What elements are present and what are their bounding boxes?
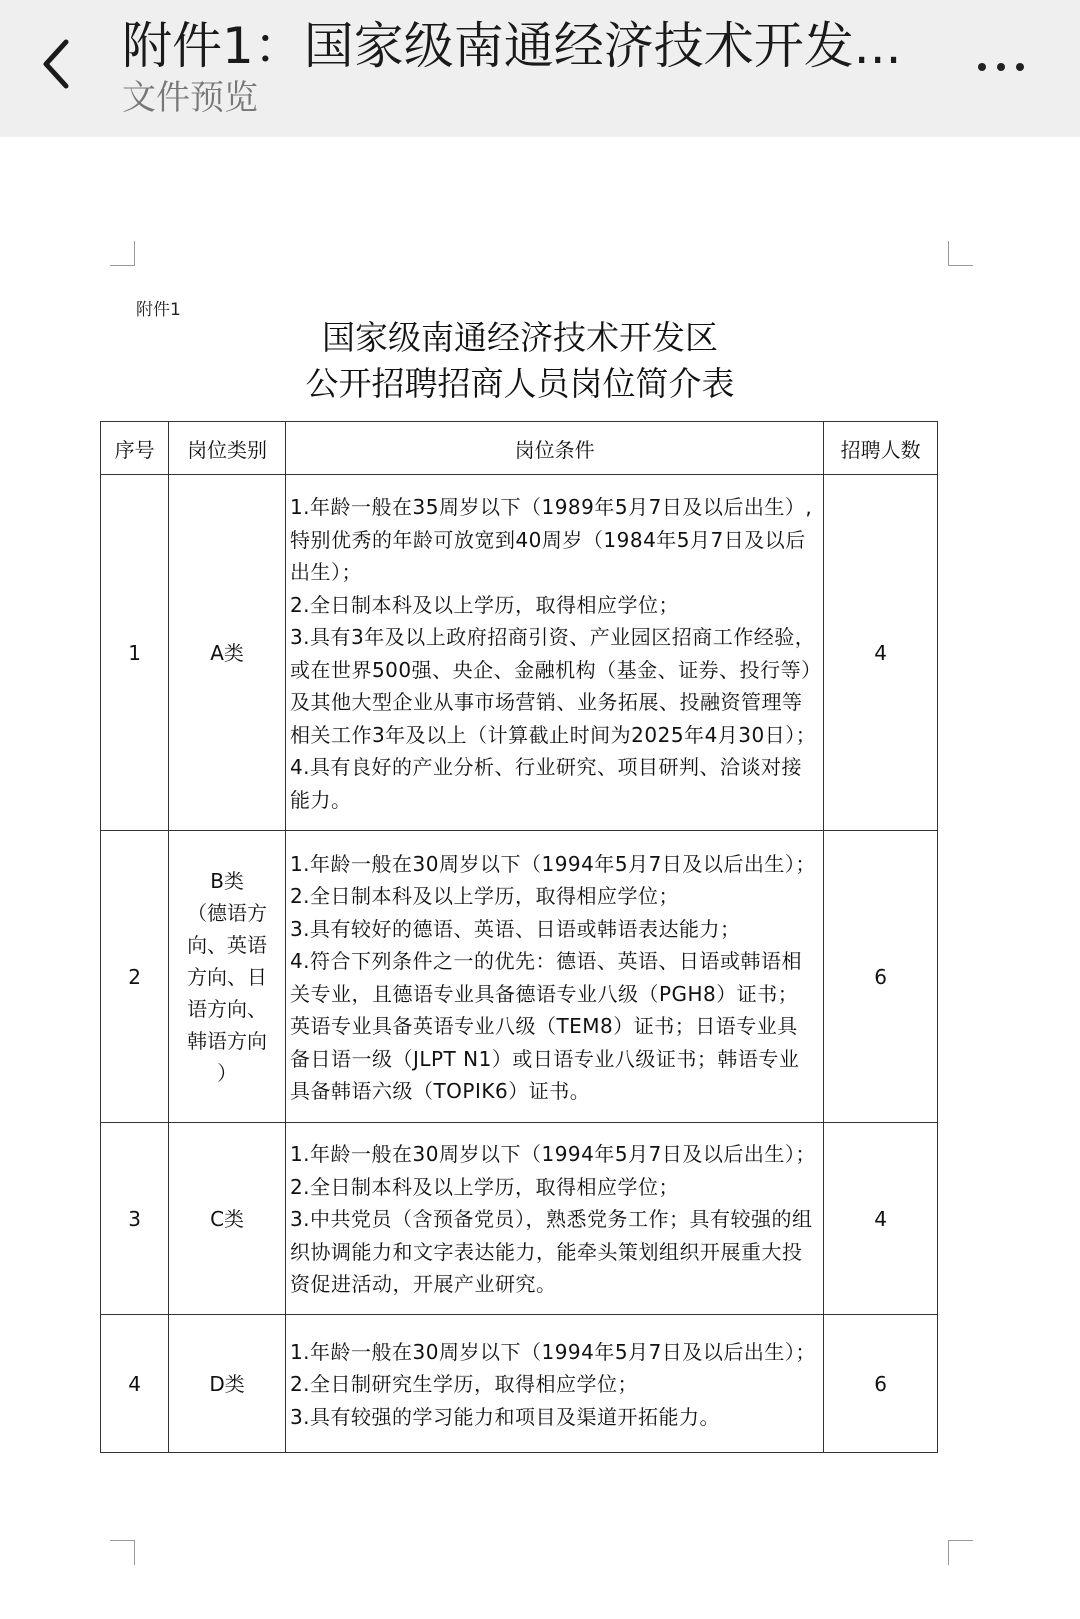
row-index: 3 <box>101 1123 169 1315</box>
doc-heading <box>100 315 940 407</box>
top-app-bar <box>0 0 1080 137</box>
row-category-text: D类 <box>209 1371 245 1396</box>
doc-heading-line-2: 公开招聘招商人员岗位简介表 <box>305 364 735 403</box>
positions-table <box>100 421 938 1453</box>
row-conditions <box>285 1315 823 1453</box>
row-count: 6 <box>824 1315 938 1453</box>
table-row <box>101 831 938 1123</box>
row-category <box>169 831 286 1123</box>
row-category <box>169 1315 286 1453</box>
row-index: 2 <box>101 831 169 1123</box>
crop-mark-bottom-left <box>110 1540 135 1565</box>
row-index: 4 <box>101 1315 169 1453</box>
more-horizontal-icon <box>978 63 986 71</box>
row-conditions <box>285 1123 823 1315</box>
row-conditions-text: 1.年龄一般在30周岁以下（1994年5月7日及以后出生）； 2.全日制研究生学历，取得相应学位； 3.具有较强的学习能力和项目及渠道开拓能力。 <box>289 1339 816 1429</box>
back-button[interactable] <box>28 30 88 100</box>
attachment-label: 附件1 <box>136 300 181 320</box>
row-conditions <box>285 475 823 831</box>
col-header-category: 岗位类别 <box>169 422 286 475</box>
table-row <box>101 1315 938 1453</box>
col-header-index: 序号 <box>101 422 169 475</box>
document-subtitle: 文件预览 <box>122 78 258 118</box>
table-header-row <box>101 422 938 475</box>
crop-mark-bottom-right <box>948 1540 973 1565</box>
table-row <box>101 475 938 831</box>
row-category-text: A类 <box>210 640 244 665</box>
row-conditions-text: 1.年龄一般在30周岁以下（1994年5月7日及以后出生）； 2.全日制本科及以上学历，取得相应学位； 3.具有较好的德语、英语、日语或韩语表达能力； 4.符合下列条件之一的优先：德语、英语、日语或韩语相关专业，且德语专业具备德语专业八级（PGH8）证书；英语专业具备英语专业八级（TEM8）证书；日语专业具备日语一级（JLPT N1）或日语专业八级证书；韩语专业具备韩语六级（TOPIK6）证书。 <box>289 851 816 1103</box>
row-category-text: B类 （德语方 向、英语 方向、日 语方向、 韩语方向 ） <box>187 868 268 1085</box>
col-header-count: 招聘人数 <box>824 422 938 475</box>
more-options-button[interactable] <box>960 45 1030 89</box>
row-category-text: C类 <box>210 1206 245 1231</box>
row-category <box>169 1123 286 1315</box>
row-conditions-text: 1.年龄一般在35周岁以下（1989年5月7日及以后出生）,特别优秀的年龄可放宽到40周岁（1984年5月7日及以后出生）； 2.全日制本科及以上学历，取得相应学位； 3.具有3年及以上政府招商引资、产业园区招商工作经验，或在世界500强、央企、金融机构（基金、证券、投行等）及其他大型企业从事市场营销、业务拓展、投融资管理等相关工作3年及以上（计算截止时间为2025年4月30日）； 4.具有良好的产业分析、行业研究、项目研判、洽谈对接能力。 <box>289 495 817 812</box>
row-category <box>169 475 286 831</box>
row-conditions <box>285 831 823 1123</box>
table-row <box>101 1123 938 1315</box>
row-conditions-text: 1.年龄一般在30周岁以下（1994年5月7日及以后出生）； 2.全日制本科及以上学历，取得相应学位； 3.中共党员（含预备党员），熟悉党务工作；具有较强的组织协调能力和文字表达能力，能牵头策划组织开展重大投资促进活动，开展产业研究。 <box>289 1142 816 1297</box>
more-horizontal-icon <box>997 63 1005 71</box>
doc-heading-line-1: 国家级南通经济技术开发区 <box>322 318 718 357</box>
crop-mark-top-right <box>948 241 973 266</box>
crop-mark-top-left <box>110 241 135 266</box>
document-preview-page[interactable] <box>0 137 1080 1619</box>
col-header-conditions: 岗位条件 <box>285 422 823 475</box>
chevron-left-icon <box>28 30 88 100</box>
row-count: 4 <box>824 475 938 831</box>
row-count: 4 <box>824 1123 938 1315</box>
row-count: 6 <box>824 831 938 1123</box>
document-title: 附件1：国家级南通经济技术开发... <box>122 17 902 75</box>
row-index: 1 <box>101 475 169 831</box>
more-horizontal-icon <box>1016 63 1024 71</box>
